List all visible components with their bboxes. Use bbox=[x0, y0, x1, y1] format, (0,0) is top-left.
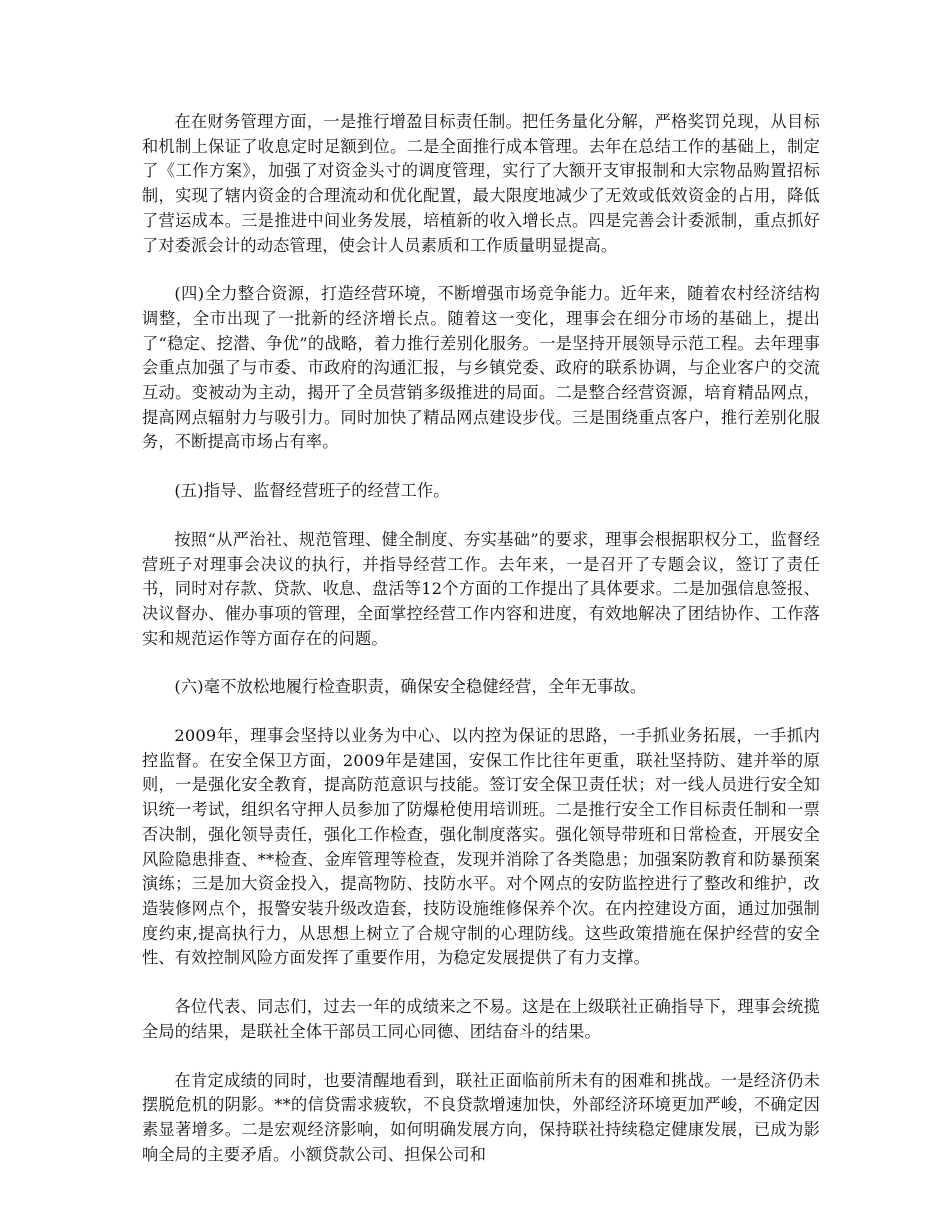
document-page bbox=[142, 110, 820, 1167]
section-heading-five: (五)指导、监督经营班子的经营工作。 bbox=[174, 481, 450, 501]
paragraph-safety-2009: 2009年，理事会坚持以业务为中心、以内控为保证的思路，一手抓业务拓展，一手抓内控监督。在安全保卫方面，2009年是建国，安保工作比往年更重，联社坚持防、建并举的原则，一是强化安全教育，提高防范意识与技能。签订安全保卫责任状；对一线人员进行安全知识统一考试，组织名守押人员参加了防爆枪使用培训班。二是推行安全工作目标责任制和一票否决制，强化领导责任，强化工作检查，强化制度落实。强化领导带班和日常检查，开展安全风险隐患排查、**检查、金库管理等检查，发现并消除了各类隐患；加强案防教育和防暴预案演练；三是加大资金投入，提高物防、技防水平。对个网点的安防监控进行了整改和维护，改造装修网点个，报警安装升级改造套，技防设施维修保养个次。在内控建设方面，通过加强制度约束,提高执行力，从思想上树立了合规守制的心理防线。这些政策措施在保护经营的安全性、有效控制风险方面发挥了重要作用，为稳定发展提供了有力支撑。 bbox=[142, 726, 820, 968]
paragraph-achievements: 各位代表、同志们，过去一年的成绩来之不易。这是在上级联社正确指导下，理事会统揽全局的结果，是联社全体干部员工同心同德、团结奋斗的结果。 bbox=[142, 997, 820, 1041]
paragraph-challenges: 在肯定成绩的同时，也要清醒地看到，联社正面临前所未有的困难和挑战。一是经济仍未摆脱危机的阴影。**的信贷需求疲软，不良贷款增速加快，外部经济环境更加严峻，不确定因素显著增多。二是宏观经济影响，如何明确发展方向，保持联社持续稳定健康发展，已成为影响全局的主要矛盾。小额贷款公司、担保公司和 bbox=[142, 1070, 820, 1164]
paragraph-financial-management: 在在财务管理方面，一是推行增盈目标责任制。把任务量化分解，严格奖罚兑现，从目标和机制上保证了收息定时足额到位。二是全面推行成本管理。去年在总结工作的基础上，制定了《工作方案》，加强了对资金头寸的调度管理，实行了大额开支审报制和大宗物品购置招标制，实现了辖内资金的合理流动和优化配置，最大限度地减少了无效或低效资金的占用，降低了营运成本。三是推进中间业务发展，培植新的收入增长点。四是完善会计委派制，重点抓好了对委派会计的动态管理，使会计人员素质和工作质量明显提高。 bbox=[142, 112, 820, 255]
paragraph-supervision: 按照“从严治社、规范管理、健全制度、夯实基础”的要求，理事会根据职权分工，监督经营班子对理事会决议的执行，并指导经营工作。去年来，一是召开了专题会议，签订了责任书，同时对存款、贷款、收息、盘活等12个方面的工作提出了具体要求。二是加强信息签报、决议督办、催办事项的管理，全面掌控经营工作内容和进度，有效地解决了团结协作、工作落实和规范运作等方面存在的问题。 bbox=[142, 529, 820, 648]
paragraph-resource-integration: (四)全力整合资源，打造经营环境，不断增强市场竞争能力。近年来，随着农村经济结构调整，全市出现了一批新的经济增长点。随着这一变化，理事会在细分市场的基础上，提出了“稳定、挖潜、争优”的战略，着力推行差别化服务。一是坚持开展领导示范工程。去年理事会重点加强了与市委、市政府的沟通汇报，与乡镇党委、政府的联系协调，与企业客户的交流互动。变被动为主动，揭开了全员营销多级推进的局面。二是整合经营资源，培育精品网点，提高网点辐射力与吸引力。同时加快了精品网点建设步伐。三是围绕重点客户，推行差别化服务，不断提高市场占有率。 bbox=[142, 284, 820, 452]
section-heading-six: (六)毫不放松地履行检查职责，确保安全稳健经营，全年无事故。 bbox=[174, 677, 647, 697]
